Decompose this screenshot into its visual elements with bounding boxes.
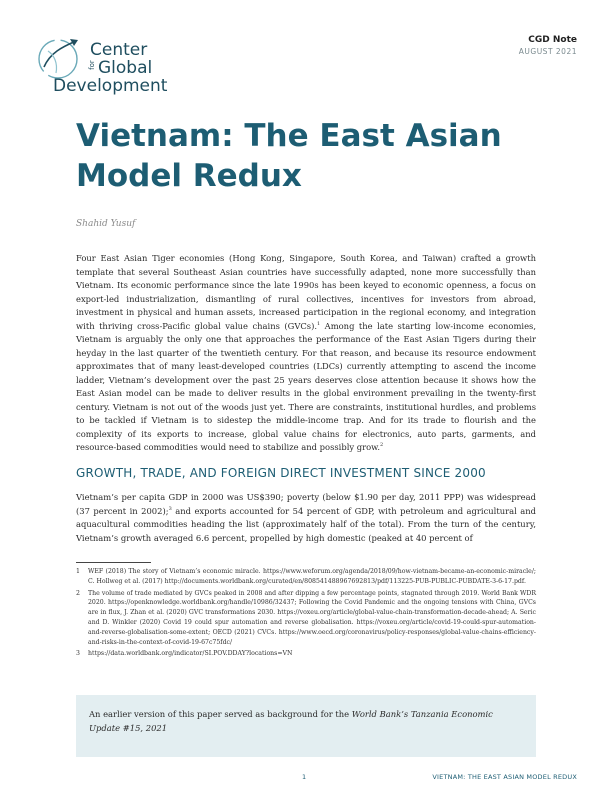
footnote: 3 https://data.worldbank.org/indicator/SI.POV.DDAY?locations=VN <box>76 650 293 658</box>
footnotes <box>76 567 536 661</box>
footnote-ref-2[interactable]: 2 <box>380 442 384 449</box>
logo-text-center: Center <box>90 40 148 60</box>
logo-text-global: Global <box>98 58 153 78</box>
intro-paragraph: Four East Asian Tiger economies (Hong Kong, Singapore, South Korea, and Taiwan) crafted a growth template that several Southeast Asian countries have successfully adapted, none more successfully than Vietnam. Its economic performance since the late 1990s has been keyed to economic openness, a focus on export-led industrialization, dismantling of rural collectives, incentives for investors from abroad, investment in physical and human assets, increased participation in the regional economy, and integration with thriving cross-Pacific global value chains (GVCs).$^1$ Among the late starting low-income economies, Vietnam is arguably the only one that approaches the performance of the East Asian Tigers during their heyday in the last quarter of the twentieth century. For that reason, and because its resource endowment approximates that of many least-developed countries (LDCs) currently attempting to ascend the income ladder, Vietnam’s development over the past 25 years deserves close attention because it shows how the East Asian model can be made to deliver results in the global environment prevailing in the twenty-first century. Vietnam is not out of the woods just yet. There are constraints, institutional hurdles, and problems to be tackled if Vietnam is to sidestep the middle-income trap. And for its trade to flourish and the complexity of its exports to increase, global value chains for electronics, auto parts, garments, and resource-based commodities would need to stabilize and possibly grow.$^2$ <box>76 253 536 452</box>
logo-text-for: for <box>87 60 96 70</box>
note-label: CGD Note <box>528 35 577 45</box>
running-title: VIETNAM: THE EAST ASIAN MODEL REDUX <box>432 773 577 781</box>
footnote: 1 WEF (2018) The story of Vietnam’s economic miracle. https://www.weforum.org/agenda/2018/09/how-vietnam-became-an-economic-miracle/; C. Hollweg et al. (2017) http://documents.worldbank.org/curated/en/808541488967692813/pdf/113225-PUB-PUBLIC-PUBDATE-3-6-17.pdf. <box>76 568 536 585</box>
page-title: Vietnam: The East Asian Model Redux <box>76 118 502 194</box>
page-number: 1 <box>302 773 307 781</box>
growth-paragraph: Vietnam’s per capita GDP in 2000 was US$390; poverty (below $1.90 per day, 2011 PPP) was widespread (37 percent in 2002);$^3$ and exports accounted for 54 percent of GDP, with petroleum and agricultural and aquacultural commodities heading the list (approximately half of the total). From the turn of the century, Vietnam’s growth averaged 6.6 percent, propelled by high domestic (peaked at 40 percent of <box>76 492 537 543</box>
callout-italic: World Bank’s Tanzania Economic Update #15, 2021 <box>89 709 493 733</box>
author: Shahid Yusuf <box>76 219 136 229</box>
note-date: AUGUST 2021 <box>518 47 577 56</box>
footnote-ref-3[interactable]: 3 <box>168 505 172 512</box>
footnote: 2 The volume of trade mediated by GVCs peaked in 2008 and after dipping a few percentage points, stagnated through 2019. World Bank WDR 2020. https://openknowledge.worldbank.org/handle/10986/32437; Following the Covid Pandemic and the ongoing tensions with China, GVCs are in flux, J. Zhan et al. (2020) GVC transformations 2030. https://voxeu.org/article/global-value-chain-transformation-decade-ahead; A. Seric and D. Winkler (2020) Covid 19 could spur automation and reverse globalisation. https://voxeu.org/article/covid-19-could-spur-automation-and-reverse-globalisation-some-extent; OECD (2021) CVCs. https://www.oecd.org/coronavirus/policy-responses/global-value-chains-efficiency-and-risks-in-the-context-of-covid-19-67c75fdc/ <box>76 589 536 646</box>
callout-box: An earlier version of this paper served as background for the World Bank’s Tanzania Economic Update #15, 2021 <box>76 695 536 757</box>
section-heading: GROWTH, TRADE, AND FOREIGN DIRECT INVESTMENT SINCE 2000 <box>76 466 486 480</box>
footnote-ref-1[interactable]: 1 <box>317 320 321 327</box>
footnote-divider <box>76 562 151 563</box>
cgd-logo <box>34 33 174 99</box>
logo-text-development: Development <box>53 76 168 96</box>
